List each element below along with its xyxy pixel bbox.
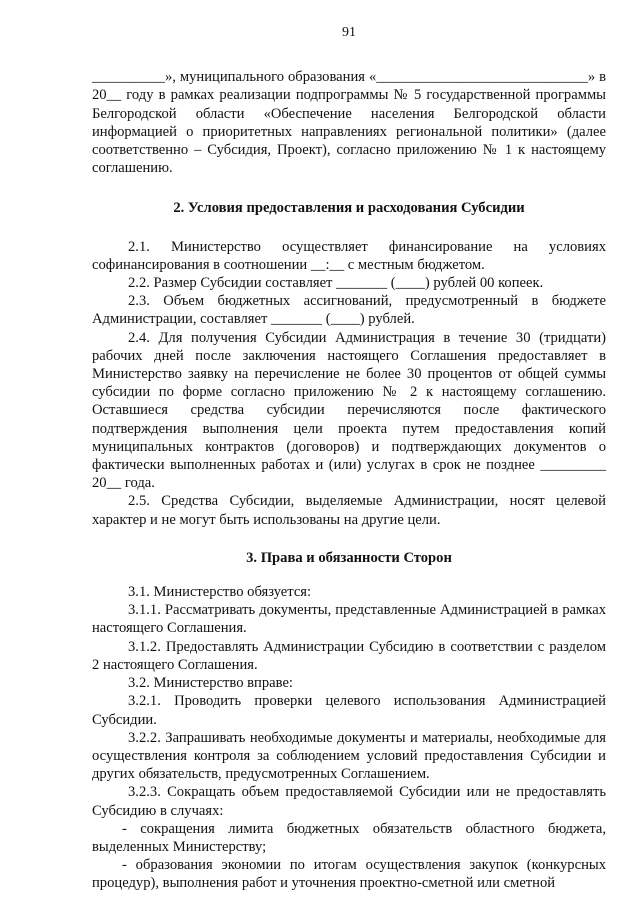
section-3-heading: 3. Права и обязанности Сторон [246,549,452,566]
clause-3-2: 3.2. Министерство вправе: [128,675,293,692]
clause-2-2: 2.2. Размер Субсидии составляет _______ (____) рублей 00 копеек. [128,275,544,292]
clause-3-1: 3.1. Министерство обязуется: [128,584,312,601]
bullet-item: - сокращения лимита бюджетных обязательств областного бюджета, выделенных Министерству; [92,820,606,855]
clause-3-1-2: 3.1.2. Предоставлять Администрации Субсидию в соответствии с разделом 2 настоящего Соглашения. [92,638,606,673]
clause-3-2-1: 3.2.1. Проводить проверки целевого использования Администрацией Субсидии. [92,693,606,728]
clause-3-2-3: 3.2.3. Сокращать объем предоставляемой Субсидии или не предоставлять Субсидию в случаях: [92,784,606,819]
clause-2-4: 2.4. Для получения Субсидии Администрация в течение 30 (тридцати) рабочих дней после заключения настоящего Соглашения предоставляет в Министерство заявку на перечисление не более 30 процентов от общей суммы субсидии по форме согласно приложению № 2 к настоящему соглашению. Оставшиеся средства субсидии перечисляются после фактического подтверждения выполнения цели проекта путем предоставления копий муниципальных контрактов (договоров) и подтверждающих документов о фактически выполненных работах и (или) услугах в срок не позднее _________ 20__ года. [92,329,606,492]
clause-3-1-1: 3.1.1. Рассматривать документы, представленные Администрацией в рамках настоящего Соглашения. [92,602,606,637]
clause-3-2-2: 3.2.2. Запрашивать необходимые документы и материалы, необходимые для осуществления контроля за соблюдением условий предоставления Субсидии и других обязательств, предусмотренных Соглашением. [92,729,606,783]
intro-paragraph: __________», муниципального образования «_____________________________» в 20__ году в рамках реализации подпрограммы № 5 государственной программы Белгородской области «Обеспечение населения Белгородской области информацией о приоритетных направлениях региональной политики» (далее соответственно – Субсидия, Проект), согласно приложению № 1 к настоящему соглашению. [92,69,606,177]
clause-2-3: 2.3. Объем бюджетных ассигнований, предусмотренный в бюджете Администрации, составляет _______ (____) рублей. [92,293,606,328]
bullet-item: - образования экономии по итогам осуществления закупок (конкурсных процедур), выполнения работ и уточнения проектно-сметной или сметной [92,857,606,892]
section-2-heading: 2. Условия предоставления и расходования Субсидии [173,200,525,217]
clause-2-1: 2.1. Министерство осуществляет финансирование на условиях софинансирования в соотношении __:__ с местным бюджетом. [92,238,606,273]
page-number: 91 [342,25,356,40]
clause-2-5: 2.5. Средства Субсидии, выделяемые Администрации, носят целевой характер и не могут быть использованы на другие цели. [92,493,606,528]
